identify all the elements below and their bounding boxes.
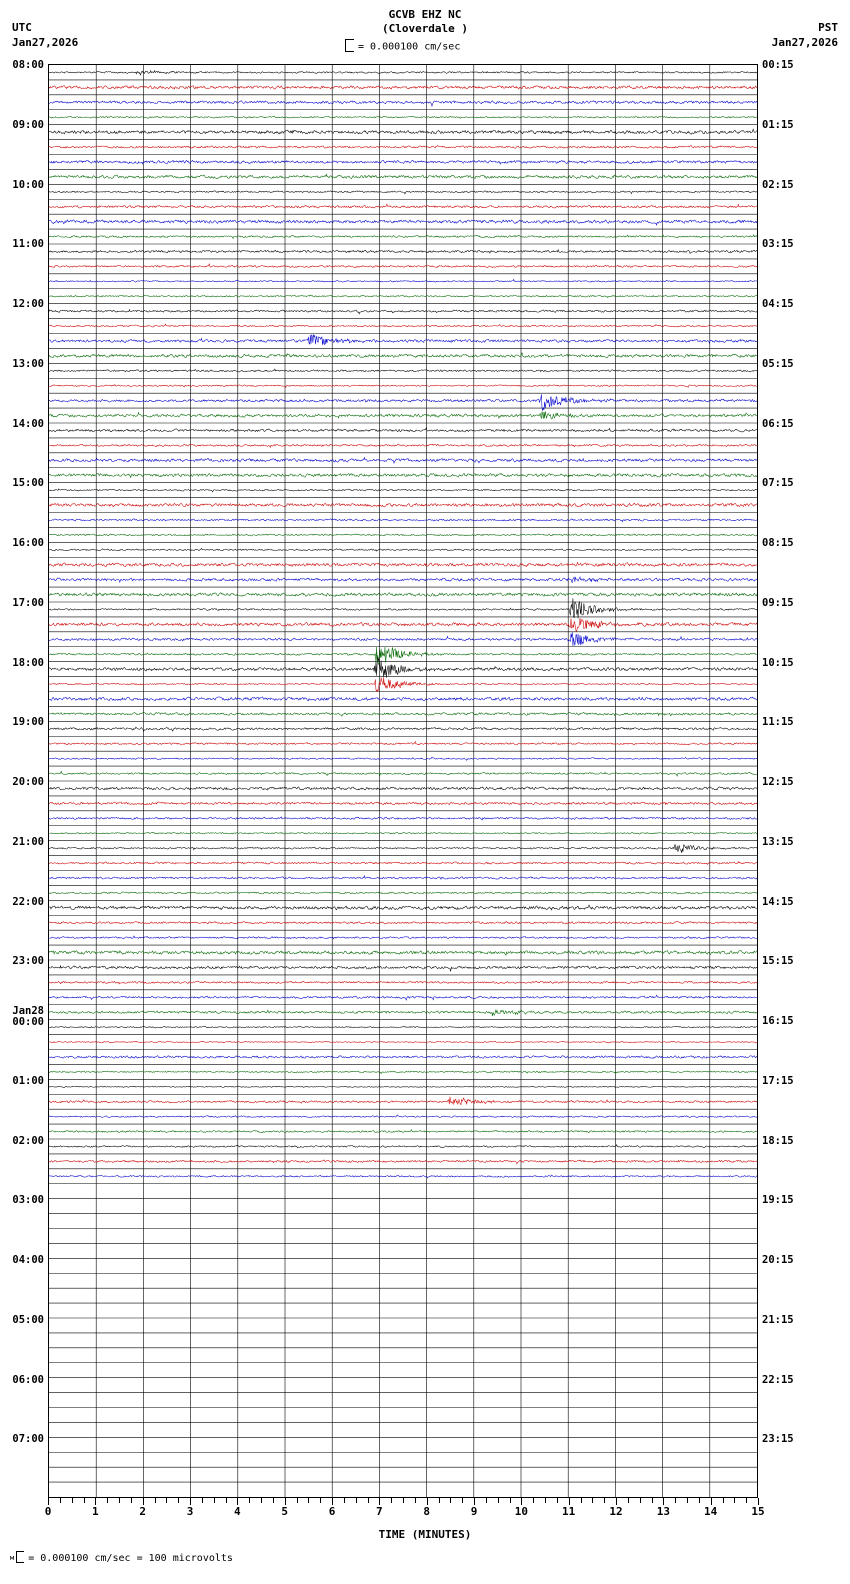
x-tick-label: 2 (139, 1505, 146, 1518)
left-time-label: 12:00 (12, 298, 44, 310)
x-tick-label: 3 (186, 1505, 194, 1518)
x-tick-minor (604, 1498, 605, 1503)
x-tick-minor (356, 1498, 357, 1503)
x-tick-minor (391, 1498, 392, 1503)
right-time-label: 12:15 (762, 776, 794, 788)
pst-date: Jan27,2026 (771, 36, 838, 49)
x-tick (521, 1498, 522, 1505)
left-time-label: 06:00 (12, 1373, 44, 1386)
x-tick-minor (675, 1498, 676, 1503)
right-time-label: 09:15 (762, 596, 794, 609)
x-tick (427, 1498, 428, 1505)
x-tick (237, 1498, 238, 1505)
left-time-label: 13:00 (12, 357, 44, 370)
x-tick (379, 1498, 380, 1505)
scale-indicator (345, 40, 460, 53)
x-axis (44, 1498, 765, 1518)
x-tick (616, 1498, 617, 1505)
left-time-label: 08:00 (12, 59, 44, 71)
left-time-label: 10:00 (12, 178, 44, 191)
x-tick-minor (486, 1498, 487, 1503)
x-tick-minor (687, 1498, 688, 1503)
right-time-label: 13:15 (762, 835, 794, 848)
x-tick-label: 15 (751, 1505, 765, 1518)
footer-m-glyph: м (10, 1554, 15, 1562)
x-tick-minor (652, 1498, 653, 1503)
right-time-label: 04:15 (762, 298, 794, 310)
x-tick-minor (84, 1498, 85, 1503)
trace-layer (49, 65, 757, 1497)
station-location: (Cloverdale ) (381, 22, 469, 35)
left-time-label: Jan28 00:00 (12, 1005, 44, 1028)
left-time-label: 18:00 (12, 656, 44, 669)
x-tick-minor (640, 1498, 641, 1503)
scale-tick-icon (345, 39, 354, 52)
x-tick-minor (734, 1498, 735, 1503)
left-time-label: 23:00 (12, 955, 44, 968)
x-tick-minor (557, 1498, 558, 1503)
x-tick-label: 7 (376, 1505, 383, 1518)
x-tick-minor (273, 1498, 274, 1503)
right-time-label: 20:15 (762, 1254, 794, 1266)
x-tick-minor (119, 1498, 120, 1503)
right-time-label: 01:15 (762, 118, 794, 131)
x-tick (332, 1498, 333, 1505)
right-time-label: 16:15 (762, 1015, 794, 1027)
x-tick (663, 1498, 664, 1505)
left-time-label: 01:00 (12, 1074, 44, 1087)
footer-tick-icon (16, 1551, 24, 1563)
x-tick-minor (699, 1498, 700, 1503)
x-tick-minor (415, 1498, 416, 1503)
x-tick-minor (344, 1498, 345, 1503)
x-tick-minor (214, 1498, 215, 1503)
x-tick-minor (166, 1498, 167, 1503)
utc-date: Jan27,2026 (12, 36, 79, 49)
scale-text: = 0.000100 cm/sec (358, 41, 461, 53)
x-axis-title: TIME (MINUTES) (378, 1528, 472, 1541)
x-tick-minor (155, 1498, 156, 1503)
x-tick (190, 1498, 191, 1505)
x-tick-label: 1 (92, 1505, 99, 1518)
x-tick (711, 1498, 712, 1505)
right-time-label: 00:15 (762, 59, 794, 71)
right-time-label: 05:15 (762, 357, 794, 370)
left-time-label: 03:00 (12, 1194, 44, 1207)
footer-text: = 0.000100 cm/sec = 100 microvolts (28, 1553, 233, 1564)
x-tick-minor (297, 1498, 298, 1503)
left-time-label: 20:00 (12, 776, 44, 788)
right-time-label: 18:15 (762, 1134, 794, 1147)
x-tick (285, 1498, 286, 1505)
right-time-label: 02:15 (762, 178, 794, 191)
x-tick-minor (592, 1498, 593, 1503)
x-tick-minor (545, 1498, 546, 1503)
x-tick-minor (723, 1498, 724, 1503)
right-time-label: 15:15 (762, 955, 794, 968)
x-tick-label: 8 (423, 1505, 430, 1518)
footer-scale (10, 1552, 233, 1564)
x-tick-minor (261, 1498, 262, 1503)
left-time-label: 02:00 (12, 1134, 44, 1147)
left-time-label: 19:00 (12, 716, 44, 729)
left-time-label: 15:00 (12, 477, 44, 490)
left-time-label: 05:00 (12, 1313, 44, 1326)
left-time-label: 11:00 (12, 238, 44, 251)
x-tick-minor (450, 1498, 451, 1503)
x-tick-minor (178, 1498, 179, 1503)
left-time-label: 07:00 (12, 1433, 44, 1446)
x-tick-minor (746, 1498, 747, 1503)
x-tick-minor (226, 1498, 227, 1503)
x-tick-label: 4 (234, 1505, 241, 1518)
right-time-label: 03:15 (762, 238, 794, 251)
right-time-label: 21:15 (762, 1313, 794, 1326)
pst-label: PST (818, 21, 838, 34)
x-tick-label: 12 (609, 1505, 623, 1518)
x-tick-label: 0 (44, 1505, 52, 1518)
x-tick-minor (368, 1498, 369, 1503)
right-time-label: 10:15 (762, 656, 794, 669)
x-tick (48, 1498, 49, 1505)
seismogram-plot (48, 64, 758, 1498)
left-time-label: 16:00 (12, 537, 44, 549)
x-tick-minor (533, 1498, 534, 1503)
right-time-label: 07:15 (762, 477, 794, 490)
x-tick-minor (403, 1498, 404, 1503)
x-tick-minor (107, 1498, 108, 1503)
x-tick-minor (510, 1498, 511, 1503)
x-tick-label: 11 (562, 1505, 576, 1518)
left-time-label: 04:00 (12, 1254, 44, 1266)
left-time-label: 14:00 (12, 417, 44, 430)
x-tick-label: 13 (656, 1505, 670, 1518)
left-time-label: 21:00 (12, 835, 44, 848)
right-time-label: 11:15 (762, 716, 794, 729)
x-tick-label: 6 (328, 1505, 336, 1518)
x-tick-label: 14 (704, 1505, 718, 1518)
right-time-label: 08:15 (762, 537, 794, 549)
right-time-label: 06:15 (762, 417, 794, 430)
right-time-label: 23:15 (762, 1433, 794, 1446)
utc-label: UTC (12, 21, 32, 34)
x-tick-minor (462, 1498, 463, 1503)
x-tick-minor (72, 1498, 73, 1503)
x-tick (758, 1498, 759, 1505)
x-tick-label: 9 (470, 1505, 478, 1518)
x-tick (569, 1498, 570, 1505)
x-tick-minor (308, 1498, 309, 1503)
right-time-label: 19:15 (762, 1194, 794, 1207)
x-tick-minor (628, 1498, 629, 1503)
right-time-label: 17:15 (762, 1074, 794, 1087)
x-tick-minor (439, 1498, 440, 1503)
x-tick (95, 1498, 96, 1505)
left-time-label: 09:00 (12, 118, 44, 131)
x-tick-label: 10 (514, 1505, 528, 1518)
x-tick-minor (131, 1498, 132, 1503)
right-time-label: 22:15 (762, 1373, 794, 1386)
x-tick-label: 5 (281, 1505, 288, 1518)
left-time-label: 22:00 (12, 895, 44, 908)
x-tick-minor (320, 1498, 321, 1503)
x-tick-minor (249, 1498, 250, 1503)
chart-title-block (0, 8, 850, 36)
x-tick-minor (498, 1498, 499, 1503)
x-tick-minor (60, 1498, 61, 1503)
x-tick-minor (581, 1498, 582, 1503)
right-time-label: 14:15 (762, 895, 794, 908)
left-time-label: 17:00 (12, 596, 44, 609)
station-title: GCVB EHZ NC (388, 8, 462, 21)
x-tick (143, 1498, 144, 1505)
x-tick-minor (202, 1498, 203, 1503)
x-tick (474, 1498, 475, 1505)
